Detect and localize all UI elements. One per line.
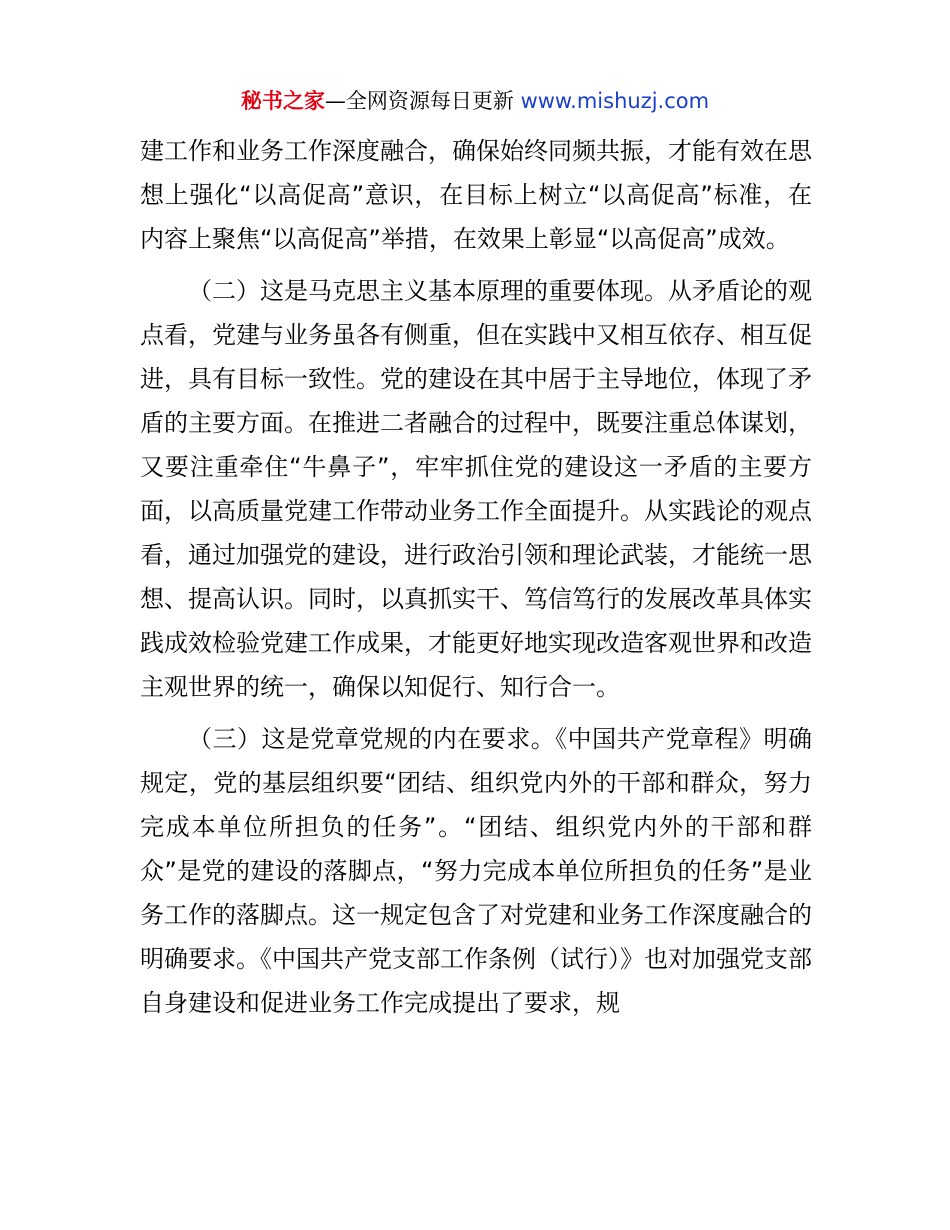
document-body [140, 129, 812, 1033]
site-tagline: —全网资源每日更新 [324, 89, 521, 113]
site-brand: 秘书之家 [240, 89, 325, 113]
paragraph-continuation: 建工作和业务工作深度融合，确保始终同频共振，才能有效在思想上强化“以高促高”意识，在目标上树立“以高促高”标准，在内容上聚焦“以高促高”举措，在效果上彰显“以高促高”成效。 [140, 137, 812, 253]
paragraph-section-three: （三）这是党章党规的内在要求。《中国共产党章程》明确规定，党的基层组织要“团结、组织党内外的干部和群众，努力完成本单位所担负的任务”。“团结、组织党内外的干部和群众”是党的建设的落脚点，“努力完成本单位所担负的任务”是业务工作的落脚点。这一规定包含了对党建和业务工作深度融合的明确要求。《中国共产党支部工作条例（试行）》也对加强党支部自身建设和促进业务工作完成提出了要求，规 [140, 725, 812, 1017]
paragraph-section-two: （二）这是马克思主义基本原理的重要体现。从矛盾论的观点看，党建与业务虽各有侧重，但在实践中又相互依存、相互促进，具有目标一致性。党的建设在其中居于主导地位，体现了矛盾的主要方面。在推进二者融合的过程中，既要注重总体谋划，又要注重牵住“牛鼻子”，牢牢抓住党的建设这一矛盾的主要方面，以高质量党建工作带动业务工作全面提升。从实践论的观点看，通过加强党的建设，进行政治引领和理论武装，才能统一思想、提高认识。同时，以真抓实干、笃信笃行的发展改革具体实践成效检验党建工作成果，才能更好地实现改造客观世界和改造主观世界的统一，确保以知促行、知行合一。 [140, 277, 812, 701]
site-url-link[interactable]: www.mishuzj.com [520, 89, 710, 113]
page-header [0, 86, 950, 116]
